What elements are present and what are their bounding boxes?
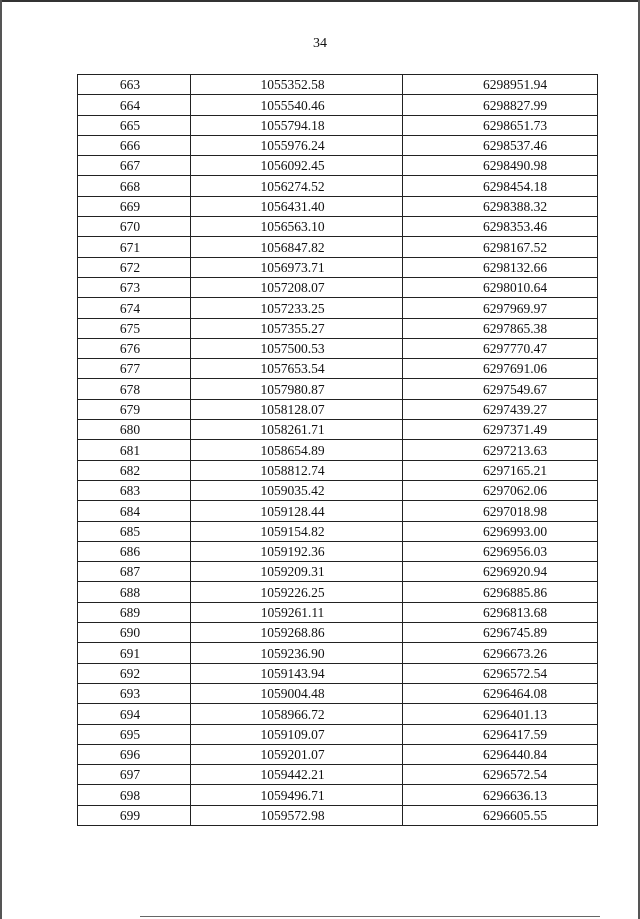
y-coordinate-cell: 6296572.54 <box>403 765 598 785</box>
table-row <box>78 277 598 297</box>
x-coordinate-cell: 1056973.71 <box>191 257 403 277</box>
x-coordinate-cell: 1058128.07 <box>191 399 403 419</box>
point-number-cell: 697 <box>78 765 191 785</box>
y-coordinate-cell: 6298454.18 <box>403 176 598 196</box>
x-coordinate-cell: 1056092.45 <box>191 156 403 176</box>
table-row <box>78 75 598 95</box>
x-coordinate-cell: 1058654.89 <box>191 440 403 460</box>
table-row <box>78 724 598 744</box>
y-coordinate-cell: 6297439.27 <box>403 399 598 419</box>
x-coordinate-cell: 1059004.48 <box>191 683 403 703</box>
point-number-cell: 681 <box>78 440 191 460</box>
point-number-cell: 688 <box>78 582 191 602</box>
y-coordinate-cell: 6296417.59 <box>403 724 598 744</box>
x-coordinate-cell: 1059209.31 <box>191 562 403 582</box>
x-coordinate-cell: 1059109.07 <box>191 724 403 744</box>
point-number-cell: 690 <box>78 623 191 643</box>
table-row <box>78 521 598 541</box>
table-row <box>78 683 598 703</box>
point-number-cell: 670 <box>78 217 191 237</box>
x-coordinate-cell: 1059143.94 <box>191 663 403 683</box>
y-coordinate-cell: 6297018.98 <box>403 501 598 521</box>
x-coordinate-cell: 1059442.21 <box>191 765 403 785</box>
table-row <box>78 643 598 663</box>
y-coordinate-cell: 6298353.46 <box>403 217 598 237</box>
x-coordinate-cell: 1057980.87 <box>191 379 403 399</box>
table-row <box>78 562 598 582</box>
x-coordinate-cell: 1056431.40 <box>191 196 403 216</box>
point-number-cell: 674 <box>78 298 191 318</box>
table-row <box>78 440 598 460</box>
table-row <box>78 744 598 764</box>
table-row <box>78 298 598 318</box>
table-row <box>78 115 598 135</box>
point-number-cell: 694 <box>78 704 191 724</box>
y-coordinate-cell: 6298951.94 <box>403 75 598 95</box>
y-coordinate-cell: 6296464.08 <box>403 683 598 703</box>
point-number-cell: 675 <box>78 318 191 338</box>
point-number-cell: 676 <box>78 338 191 358</box>
table-row <box>78 237 598 257</box>
table-row <box>78 176 598 196</box>
table-row <box>78 541 598 561</box>
x-coordinate-cell: 1059226.25 <box>191 582 403 602</box>
table-row <box>78 156 598 176</box>
point-number-cell: 689 <box>78 602 191 622</box>
y-coordinate-cell: 6296813.68 <box>403 602 598 622</box>
point-number-cell: 666 <box>78 135 191 155</box>
table-row <box>78 399 598 419</box>
y-coordinate-cell: 6298010.64 <box>403 277 598 297</box>
point-number-cell: 680 <box>78 420 191 440</box>
y-coordinate-cell: 6296993.00 <box>403 521 598 541</box>
y-coordinate-cell: 6296920.94 <box>403 562 598 582</box>
y-coordinate-cell: 6298651.73 <box>403 115 598 135</box>
point-number-cell: 671 <box>78 237 191 257</box>
table-row <box>78 501 598 521</box>
point-number-cell: 664 <box>78 95 191 115</box>
y-coordinate-cell: 6297691.06 <box>403 359 598 379</box>
y-coordinate-cell: 6296440.84 <box>403 744 598 764</box>
table-row <box>78 135 598 155</box>
point-number-cell: 693 <box>78 683 191 703</box>
x-coordinate-cell: 1057500.53 <box>191 338 403 358</box>
y-coordinate-cell: 6296636.13 <box>403 785 598 805</box>
y-coordinate-cell: 6298827.99 <box>403 95 598 115</box>
y-coordinate-cell: 6298490.98 <box>403 156 598 176</box>
y-coordinate-cell: 6297062.06 <box>403 480 598 500</box>
x-coordinate-cell: 1056563.10 <box>191 217 403 237</box>
table-row <box>78 359 598 379</box>
point-number-cell: 669 <box>78 196 191 216</box>
y-coordinate-cell: 6296885.86 <box>403 582 598 602</box>
x-coordinate-cell: 1059236.90 <box>191 643 403 663</box>
point-number-cell: 692 <box>78 663 191 683</box>
y-coordinate-cell: 6296673.26 <box>403 643 598 663</box>
y-coordinate-cell: 6296745.89 <box>403 623 598 643</box>
table-row <box>78 704 598 724</box>
table-row <box>78 623 598 643</box>
x-coordinate-cell: 1059572.98 <box>191 805 403 825</box>
y-coordinate-cell: 6297969.97 <box>403 298 598 318</box>
table-row <box>78 805 598 825</box>
table-row <box>78 765 598 785</box>
point-number-cell: 687 <box>78 562 191 582</box>
table-row <box>78 379 598 399</box>
point-number-cell: 682 <box>78 460 191 480</box>
coordinates-table <box>77 74 598 826</box>
x-coordinate-cell: 1055976.24 <box>191 135 403 155</box>
table-row <box>78 338 598 358</box>
table-row <box>78 95 598 115</box>
table-row <box>78 663 598 683</box>
point-number-cell: 679 <box>78 399 191 419</box>
y-coordinate-cell: 6296956.03 <box>403 541 598 561</box>
x-coordinate-cell: 1059496.71 <box>191 785 403 805</box>
point-number-cell: 691 <box>78 643 191 663</box>
x-coordinate-cell: 1059154.82 <box>191 521 403 541</box>
scan-border-left <box>0 0 2 919</box>
y-coordinate-cell: 6296572.54 <box>403 663 598 683</box>
x-coordinate-cell: 1057653.54 <box>191 359 403 379</box>
y-coordinate-cell: 6297770.47 <box>403 338 598 358</box>
point-number-cell: 698 <box>78 785 191 805</box>
coordinates-table-body <box>78 75 598 826</box>
table-row <box>78 582 598 602</box>
table-row <box>78 602 598 622</box>
x-coordinate-cell: 1059201.07 <box>191 744 403 764</box>
x-coordinate-cell: 1057355.27 <box>191 318 403 338</box>
y-coordinate-cell: 6296605.55 <box>403 805 598 825</box>
point-number-cell: 672 <box>78 257 191 277</box>
point-number-cell: 683 <box>78 480 191 500</box>
x-coordinate-cell: 1055540.46 <box>191 95 403 115</box>
y-coordinate-cell: 6297165.21 <box>403 460 598 480</box>
point-number-cell: 695 <box>78 724 191 744</box>
x-coordinate-cell: 1059035.42 <box>191 480 403 500</box>
table-row <box>78 257 598 277</box>
table-row <box>78 785 598 805</box>
page-number: 34 <box>313 36 327 51</box>
point-number-cell: 668 <box>78 176 191 196</box>
x-coordinate-cell: 1056274.52 <box>191 176 403 196</box>
table-row <box>78 196 598 216</box>
y-coordinate-cell: 6298537.46 <box>403 135 598 155</box>
y-coordinate-cell: 6296401.13 <box>403 704 598 724</box>
table-row <box>78 480 598 500</box>
table-row <box>78 318 598 338</box>
y-coordinate-cell: 6297549.67 <box>403 379 598 399</box>
point-number-cell: 677 <box>78 359 191 379</box>
point-number-cell: 685 <box>78 521 191 541</box>
scan-border-top <box>0 0 640 2</box>
x-coordinate-cell: 1059261.11 <box>191 602 403 622</box>
x-coordinate-cell: 1059128.44 <box>191 501 403 521</box>
point-number-cell: 663 <box>78 75 191 95</box>
table-row <box>78 217 598 237</box>
y-coordinate-cell: 6298132.66 <box>403 257 598 277</box>
point-number-cell: 673 <box>78 277 191 297</box>
x-coordinate-cell: 1056847.82 <box>191 237 403 257</box>
x-coordinate-cell: 1059192.36 <box>191 541 403 561</box>
x-coordinate-cell: 1058966.72 <box>191 704 403 724</box>
x-coordinate-cell: 1057208.07 <box>191 277 403 297</box>
point-number-cell: 665 <box>78 115 191 135</box>
x-coordinate-cell: 1055352.58 <box>191 75 403 95</box>
table-row <box>78 420 598 440</box>
point-number-cell: 696 <box>78 744 191 764</box>
scan-border-bottom <box>140 916 600 917</box>
y-coordinate-cell: 6297213.63 <box>403 440 598 460</box>
point-number-cell: 684 <box>78 501 191 521</box>
x-coordinate-cell: 1058261.71 <box>191 420 403 440</box>
table-row <box>78 460 598 480</box>
x-coordinate-cell: 1055794.18 <box>191 115 403 135</box>
y-coordinate-cell: 6298167.52 <box>403 237 598 257</box>
y-coordinate-cell: 6297371.49 <box>403 420 598 440</box>
y-coordinate-cell: 6297865.38 <box>403 318 598 338</box>
point-number-cell: 686 <box>78 541 191 561</box>
x-coordinate-cell: 1059268.86 <box>191 623 403 643</box>
y-coordinate-cell: 6298388.32 <box>403 196 598 216</box>
x-coordinate-cell: 1057233.25 <box>191 298 403 318</box>
point-number-cell: 678 <box>78 379 191 399</box>
point-number-cell: 667 <box>78 156 191 176</box>
point-number-cell: 699 <box>78 805 191 825</box>
x-coordinate-cell: 1058812.74 <box>191 460 403 480</box>
